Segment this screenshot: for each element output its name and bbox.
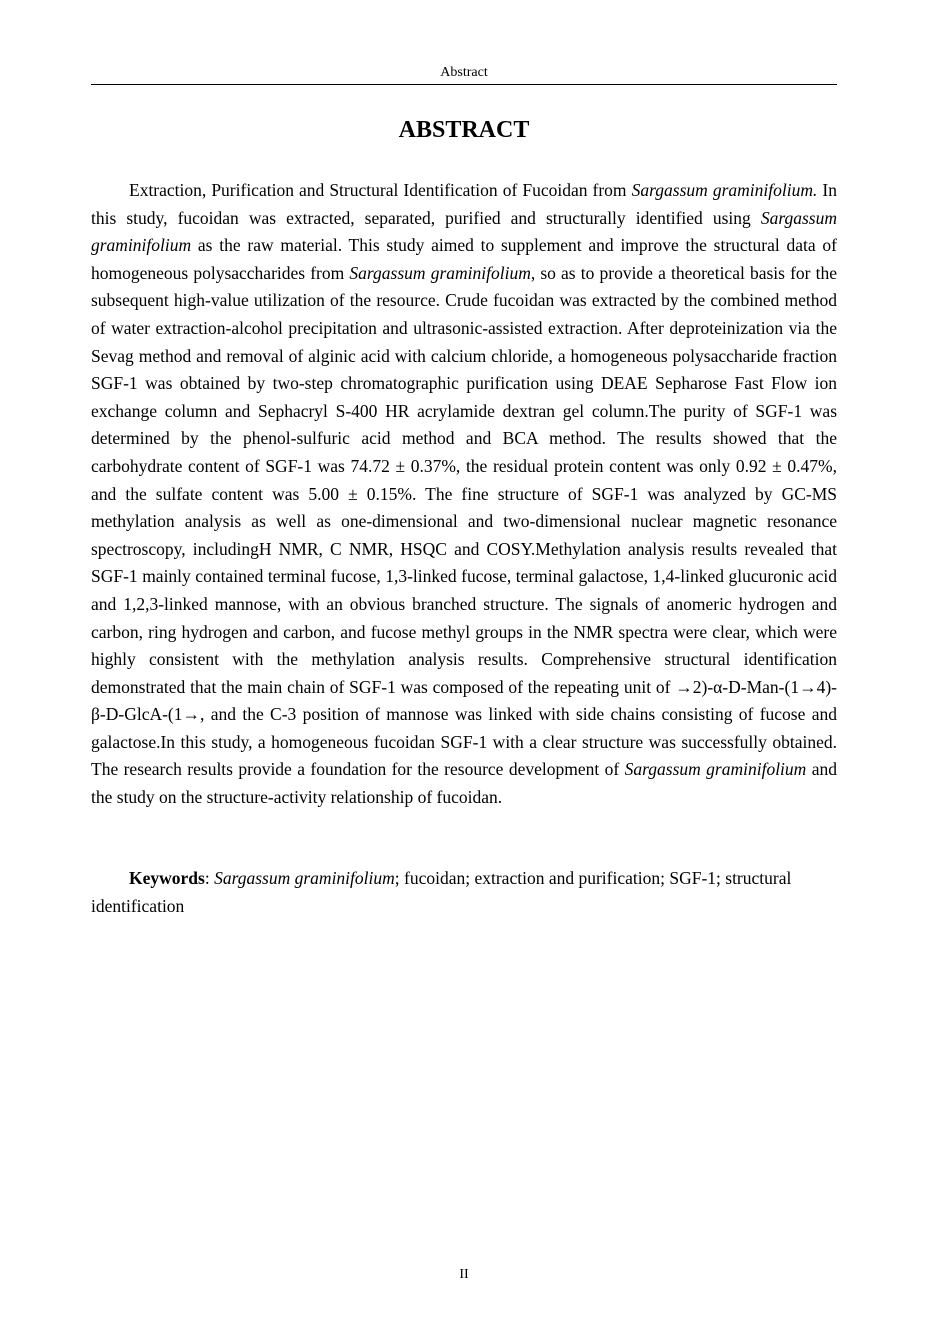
species-name: Sargassum graminifolium: [349, 262, 531, 283]
keywords-line: [91, 865, 837, 920]
species-name: Sargassum graminifolium: [91, 207, 837, 256]
running-header: Abstract: [440, 65, 488, 80]
abstract-text-1: Extraction, Purification and Structural Identification of Fucoidan from: [129, 180, 632, 200]
species-name: Sargassum graminifolium: [624, 759, 807, 780]
abstract-text-2: In this study, fucoidan was extracted, separated, purified and structurally identified using: [91, 180, 837, 228]
keywords-label: Keywords: [129, 868, 205, 888]
abstract-body: [91, 177, 837, 812]
keywords-separator: :: [204, 868, 215, 888]
page-number: II: [459, 1267, 469, 1282]
abstract-text-5: and the study on the structure-activity relationship of fucoidan.: [91, 759, 837, 808]
abstract-text-4: , so as to provide a theoretical basis for the subsequent high-value utilization of the resource. Crude fucoidan was extracted by the combined method of water extraction-alcohol precipitation and ultrasonic-assisted extraction. After deproteinization via the Sevag method and removal of alginic acid with calcium chloride, a homogeneous polysaccharide fraction SGF-1 was obtained by two-step chromatographic purification using DEAE Sepharose Fast Flow ion exchange column and Sephacryl S-400 HR acrylamide dextran gel column.The purity of SGF-1 was determined by the phenol-sulfuric acid method and BCA method. The results showed that the carbohydrate content of SGF-1 was 74.72 ± 0.37%, the residual protein content was only 0.92 ± 0.47%, and the sulfate content was 5.00 ± 0.15%. The fine structure of SGF-1 was analyzed by GC-MS methylation analysis as well as one-dimensional and two-dimensional nuclear magnetic resonance spectroscopy, includingH NMR, C NMR, HSQC and COSY.Methylation analysis results revealed that SGF-1 mainly contained terminal fucose, 1,3-linked fucose, terminal galactose, 1,4-linked glucuronic acid and 1,2,3-linked mannose, with an obvious branched structure. The signals of anomeric hydrogen and carbon, ring hydrogen and carbon, and fucose methyl groups in the NMR spectra were clear, which were highly consistent with the methylation analysis results. Comprehensive structural identification demonstrated that the main chain of SGF-1 was composed of the repeating unit of →2)-α-D-Man-(1→4)-β-D-GlcA-(1→, and the C-3 position of mannose was linked with side chains consisting of fucose and galactose.In this study, a homogeneous fucoidan SGF-1 with a clear structure was successfully obtained. The research results provide a foundation for the resource development of: [91, 262, 838, 780]
abstract-text-3: as the raw material. This study aimed to supplement and improve the structural data of homogeneous polysaccharides from: [91, 235, 837, 283]
keywords-species: Sargassum graminifolium: [214, 868, 395, 888]
keywords-list: ; fucoidan; extraction and purification; SGF-1; structural identification: [91, 868, 792, 916]
species-name: Sargassum graminifolium.: [631, 180, 818, 200]
abstract-title: ABSTRACT: [398, 117, 530, 143]
header-rule: [91, 84, 837, 85]
